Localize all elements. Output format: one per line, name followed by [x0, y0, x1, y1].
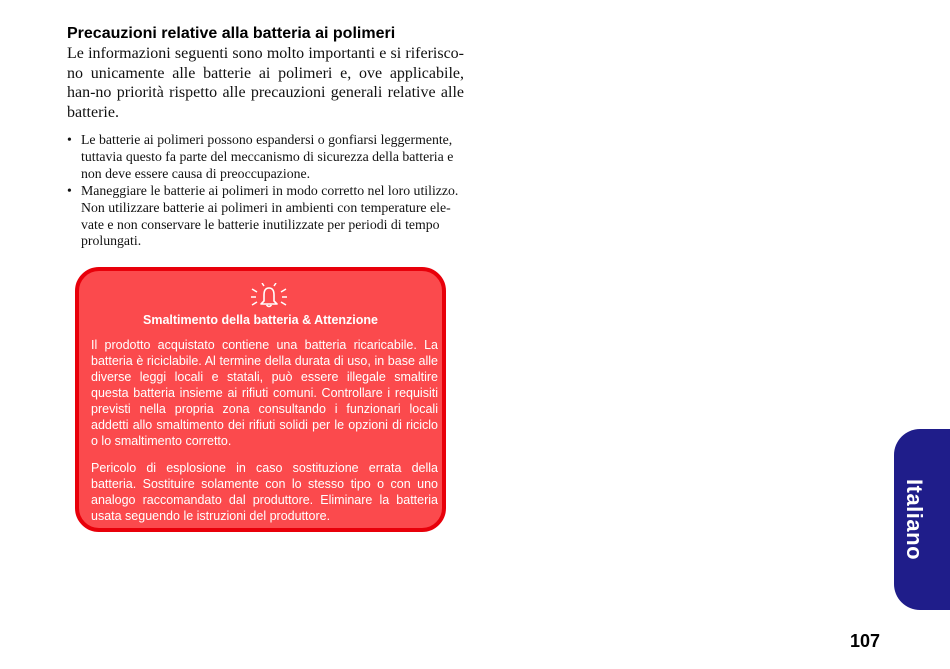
list-item: [67, 132, 459, 183]
warning-title: Smaltimento della batteria & Attenzione: [143, 313, 378, 327]
warning-paragraph-explosion: Pericolo di esplosione in caso sostituzione errata della batteria. Sostituire solamente con lo stesso tipo o con uno analogo raccomandato dal produttore. Eliminare la batteria usata seguendo le istruzioni del produttore.: [91, 461, 438, 523]
bullet-marker: •: [67, 132, 72, 147]
list-item: [67, 183, 459, 251]
precautions-list: [67, 132, 459, 250]
bullet-marker: •: [67, 182, 72, 198]
battery-warning-box: [75, 267, 446, 532]
warning-bell-icon: [251, 283, 287, 309]
list-item-text: Maneggiare le batterie ai polimeri in modo corretto nel loro utilizzo. Non utilizzare batterie ai polimeri in ambienti con temperature ele-vate e non conservare le batterie inutilizzate per periodi di tempo prolungati.: [81, 182, 459, 249]
section-heading: Precauzioni relative alla batteria ai polimeri: [67, 25, 396, 42]
language-side-tab: [894, 429, 950, 610]
warning-paragraph-disposal: Il prodotto acquistato contiene una batteria ricaricabile. La batteria è riciclabile. Al termine della durata di uso, in base alle diverse leggi locali e statali, può essere illegale smaltire questa batteria insieme ai rifiuti comuni. Controllare i requisiti previsti nella propria zona consultando i funzionari locali addetti allo smaltimento dei rifiuti solidi per le opzioni di riciclo o lo smaltimento corretto.: [91, 338, 438, 448]
language-label: Italiano: [902, 478, 927, 560]
page-number: 107: [850, 631, 881, 651]
intro-paragraph: Le informazioni seguenti sono molto importanti e si riferisco-no unicamente alle batterie ai polimeri e, ove applicabile, han-no priorità rispetto alle precauzioni generali relative alle batterie.: [67, 45, 464, 121]
list-item-text: Le batterie ai polimeri possono espandersi o gonfiarsi leggermente, tuttavia questo fa parte del meccanismo di sicurezza della batteria e non deve essere causa di preoccupazione.: [81, 132, 454, 181]
